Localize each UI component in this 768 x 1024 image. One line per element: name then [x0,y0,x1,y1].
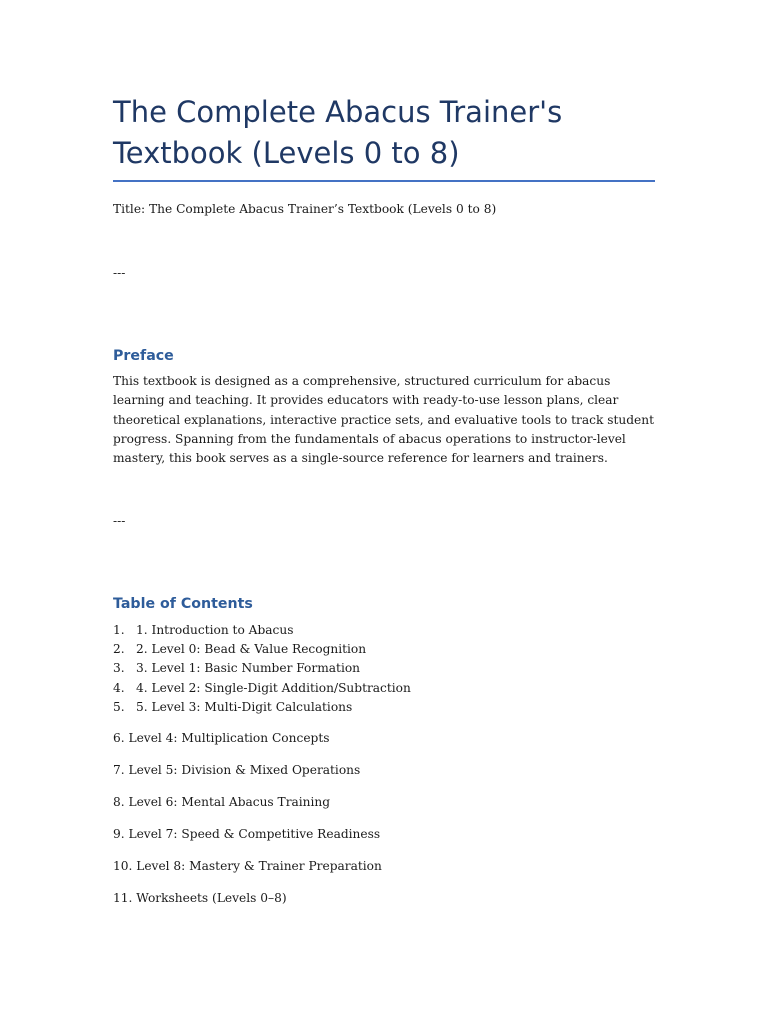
toc-item-text: 1. Introduction to Abacus [136,623,294,637]
toc-item [113,698,655,717]
toc-plain-item: 6. Level 4: Multiplication Concepts [113,731,330,745]
toc-item-number: 5. [113,699,125,714]
toc-numbered-list [113,621,655,717]
toc-plain-item: 10. Level 8: Mastery & Trainer Preparation [113,859,382,873]
toc-item [113,621,655,640]
toc-item-number: 2. [113,642,125,657]
separator-1: --- [113,266,126,280]
toc-item-number: 4. [113,680,125,695]
toc-item-text: 3. Level 1: Basic Number Formation [136,661,361,676]
toc-plain-item: 11. Worksheets (Levels 0–8) [113,891,287,905]
toc-item-number: 3. [113,661,125,676]
toc-heading: Table of Contents [113,596,253,612]
toc-item-text: 2. Level 0: Bead & Value Recognition [136,642,367,657]
toc-item-number: 1. [113,623,125,637]
toc-plain-item: 9. Level 7: Speed & Competitive Readiness [113,827,381,841]
separator-2: --- [113,514,126,528]
document-heading: The Complete Abacus Trainer's Textbook (Levels 0 to 8) [113,95,563,170]
toc-plain-item: 8. Level 6: Mental Abacus Training [113,795,331,809]
toc-item [113,659,655,678]
toc-plain-item: 7. Level 5: Division & Mixed Operations [113,763,361,777]
heading-underline [113,180,655,182]
toc-item [113,640,655,659]
toc-item [113,679,655,698]
preface-heading: Preface [113,348,174,364]
title-line: Title: The Complete Abacus Trainer’s Textbook (Levels 0 to 8) [113,202,497,216]
preface-body: This textbook is designed as a comprehensive, structured curriculum for abacus learning and teaching. It provides educators with ready-to-use lesson plans, clear theoretical explanations, interactive practice sets, and evaluative tools to track student progress. Spanning from the fundamentals of abacus operations to instructor-level mastery, this book serves as a single-source reference for learners and trainers. [113,374,654,466]
toc-item-text: 5. Level 3: Multi-Digit Calculations [136,699,353,714]
toc-item-text: 4. Level 2: Single-Digit Addition/Subtraction [136,680,411,695]
